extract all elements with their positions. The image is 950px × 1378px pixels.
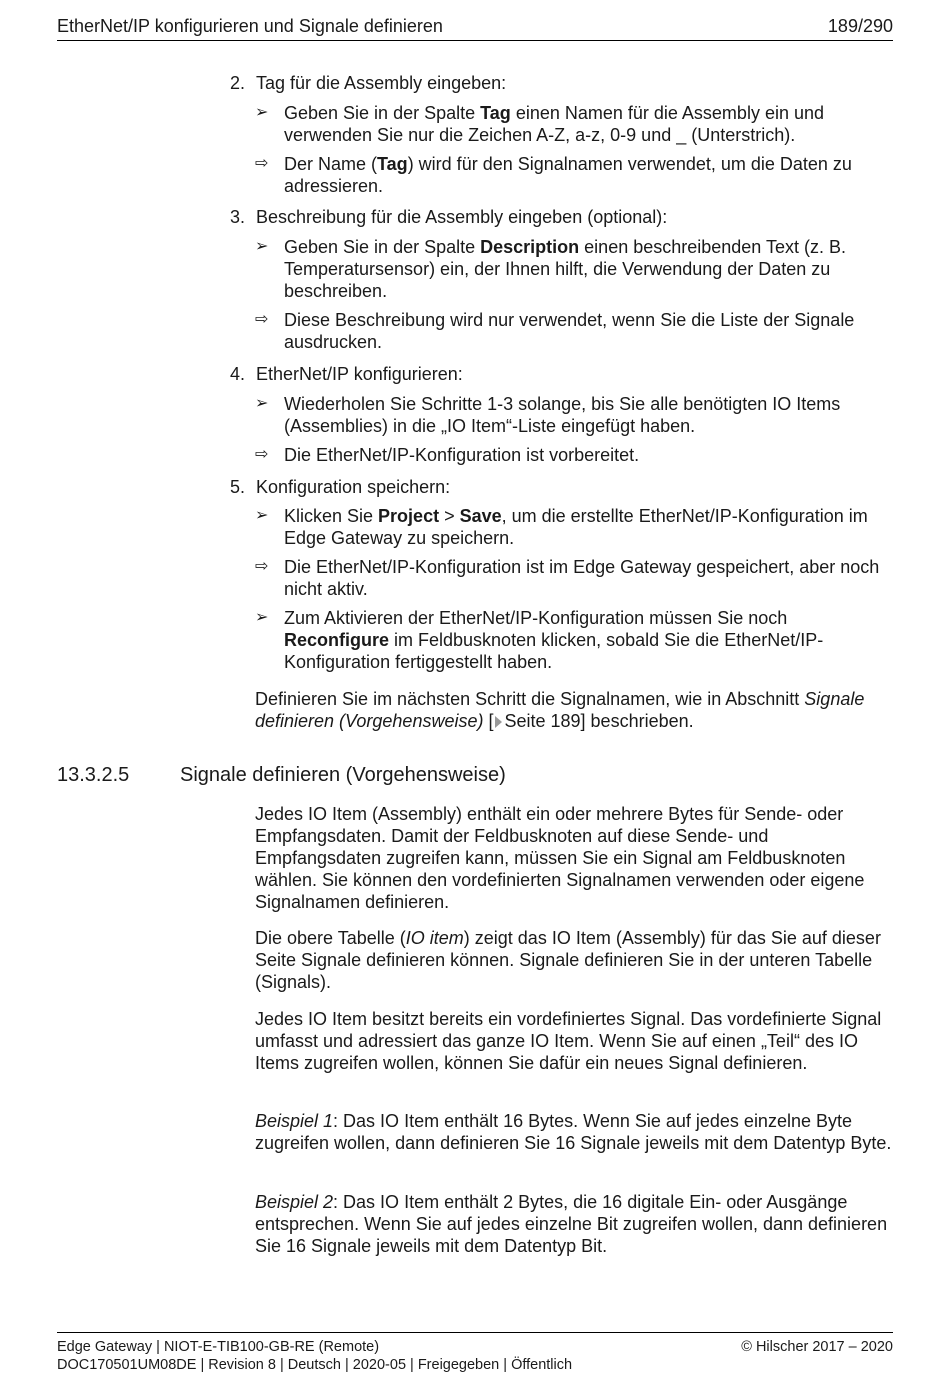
text: ) zeigt das IO Item (Assembly) für das Sie auf dieser Seite Signale definieren können. Signale definieren Sie in der unteren Tabelle (Signals).	[255, 928, 881, 992]
text: einen Namen für die Assembly ein und verwenden Sie nur die Zeichen A-Z, a-z, 0-9 und _ (Unterstrich).	[284, 103, 824, 145]
step-number: 3.	[230, 207, 246, 227]
page-reference-link[interactable]: Seite 189	[504, 711, 581, 731]
arrow-bullet-icon: ➢	[255, 507, 269, 524]
text: ] beschrieben.	[580, 711, 694, 731]
instruction-item	[255, 236, 895, 302]
header-title: EtherNet/IP konfigurieren und Signale definieren	[57, 16, 443, 36]
paragraph: Jedes IO Item (Assembly) enthält ein oder mehrere Bytes für Sende- oder Empfangsdaten. Damit der Feldbusknoten auf diese Sende- und Empfangsdaten zugreifen kann, müssen Sie ein Signal am Feldbusknoten wählen. Sie können den vordefinierten Signalnamen verwenden oder eigene Signalnamen definieren.	[255, 804, 865, 912]
ui-term: Tag	[377, 154, 408, 174]
text: [	[483, 711, 494, 731]
paragraph: Jedes IO Item besitzt bereits ein vordefiniertes Signal. Das vordefinierte Signal umfasst und adressiert das ganze IO Item. Wenn Sie auf einen „Teil“ des IO Items zugreifen wollen, können Sie dafür ein neues Signal definieren.	[255, 1009, 882, 1073]
next-step-paragraph	[255, 688, 895, 732]
page-header	[57, 14, 893, 41]
result-item	[255, 309, 895, 353]
arrow-bullet-icon: ➢	[255, 395, 269, 412]
step-4	[230, 363, 463, 385]
step-label: Konfiguration speichern:	[256, 477, 451, 497]
result-item	[255, 556, 895, 600]
text: : Das IO Item enthält 2 Bytes, die 16 digitale Ein- oder Ausgänge entsprechen. Wenn Sie auf jedes einzelne Bit zugreifen wollen, dann definieren Sie 16 Signale jeweils mit dem Datentyp Bit.	[255, 1192, 888, 1256]
step-number: 4.	[230, 364, 246, 384]
text: Die EtherNet/IP-Konfiguration ist im Edge Gateway gespeichert, aber noch nicht aktiv.	[284, 557, 880, 599]
instruction-item	[255, 505, 895, 549]
step-2	[230, 72, 506, 94]
menu-term: Project	[378, 506, 440, 526]
section-link[interactable]: Signale definieren (Vorgehensweise)	[255, 689, 865, 731]
ui-term: Reconfigure	[284, 630, 390, 650]
result-arrow-icon: ⇨	[255, 155, 269, 172]
example-label: Beispiel 1	[255, 1111, 334, 1131]
result-arrow-icon: ⇨	[255, 311, 269, 328]
example-label: Beispiel 2	[255, 1192, 334, 1212]
text: im Feldbusknoten klicken, sobald Sie die EtherNet/IP-Konfiguration fertiggestellt haben.	[284, 630, 824, 672]
text: Die obere Tabelle (	[255, 928, 406, 948]
result-item	[255, 444, 895, 466]
text: Wiederholen Sie Schritte 1-3 solange, bis Sie alle benötigten IO Items (Assemblies) in die „IO Item“-Liste eingefügt haben.	[284, 394, 841, 436]
arrow-bullet-icon: ➢	[255, 238, 269, 255]
step-label: Beschreibung für die Assembly eingeben (optional):	[256, 207, 668, 227]
menu-term: Save	[459, 506, 502, 526]
step-number: 2.	[230, 73, 246, 93]
result-arrow-icon: ⇨	[255, 558, 269, 575]
section-title: Signale definieren (Vorgehensweise)	[180, 764, 506, 786]
step-number: 5.	[230, 477, 246, 497]
example-paragraph	[255, 1110, 895, 1154]
instruction-item	[255, 607, 895, 673]
text: einen beschreibenden Text (z. B. Temperatursensor) ein, der Ihnen hilft, die Verwendung der Daten zu beschreiben.	[284, 237, 847, 301]
page-number: 189/290	[827, 16, 893, 36]
ui-term: Description	[480, 237, 580, 257]
ui-term: IO item	[405, 928, 464, 948]
arrow-bullet-icon: ➢	[255, 609, 269, 626]
ui-term: Tag	[480, 103, 511, 123]
text: Geben Sie in der Spalte	[284, 103, 481, 123]
text: Definieren Sie im nächsten Schritt die Signalnamen, wie in Abschnitt	[255, 689, 805, 709]
instruction-item	[255, 393, 895, 437]
text: Geben Sie in der Spalte	[284, 237, 481, 257]
paragraph	[255, 927, 895, 993]
page-footer	[57, 1332, 893, 1374]
text: Diese Beschreibung wird nur verwendet, wenn Sie die Liste der Signale ausdrucken.	[284, 310, 855, 352]
result-arrow-icon: ⇨	[255, 446, 269, 463]
footer-copyright: © Hilscher 2017 – 2020	[741, 1339, 893, 1355]
text: Zum Aktivieren der EtherNet/IP-Konfiguration müssen Sie noch	[284, 608, 788, 628]
text: , um die erstellte EtherNet/IP-Konfiguration im Edge Gateway zu speichern.	[284, 506, 868, 548]
footer-product: Edge Gateway | NIOT-E-TIB100-GB-RE (Remote)	[57, 1339, 380, 1355]
arrow-bullet-icon: ➢	[255, 104, 269, 121]
result-item	[255, 153, 895, 197]
text: Die EtherNet/IP-Konfiguration ist vorbereitet.	[284, 445, 640, 465]
text: ) wird für den Signalnamen verwendet, um die Daten zu adressieren.	[284, 154, 852, 196]
text: Klicken Sie	[284, 506, 379, 526]
step-label: Tag für die Assembly eingeben:	[256, 73, 507, 93]
example-paragraph	[255, 1191, 895, 1257]
footer-document-info: DOC170501UM08DE | Revision 8 | Deutsch | 2020-05 | Freigegeben | Öffentlich	[57, 1357, 573, 1373]
page-ref-triangle-icon	[495, 716, 502, 728]
text: >	[439, 506, 460, 526]
text: Der Name (	[284, 154, 378, 174]
step-3	[230, 206, 667, 228]
step-5	[230, 476, 450, 498]
instruction-item	[255, 102, 895, 146]
step-label: EtherNet/IP konfigurieren:	[256, 364, 463, 384]
section-number: 13.3.2.5	[57, 764, 130, 786]
text: : Das IO Item enthält 16 Bytes. Wenn Sie auf jedes einzelne Byte zugreifen wollen, dann definieren Sie 16 Signale jeweils mit dem Datentyp Byte.	[255, 1111, 892, 1153]
